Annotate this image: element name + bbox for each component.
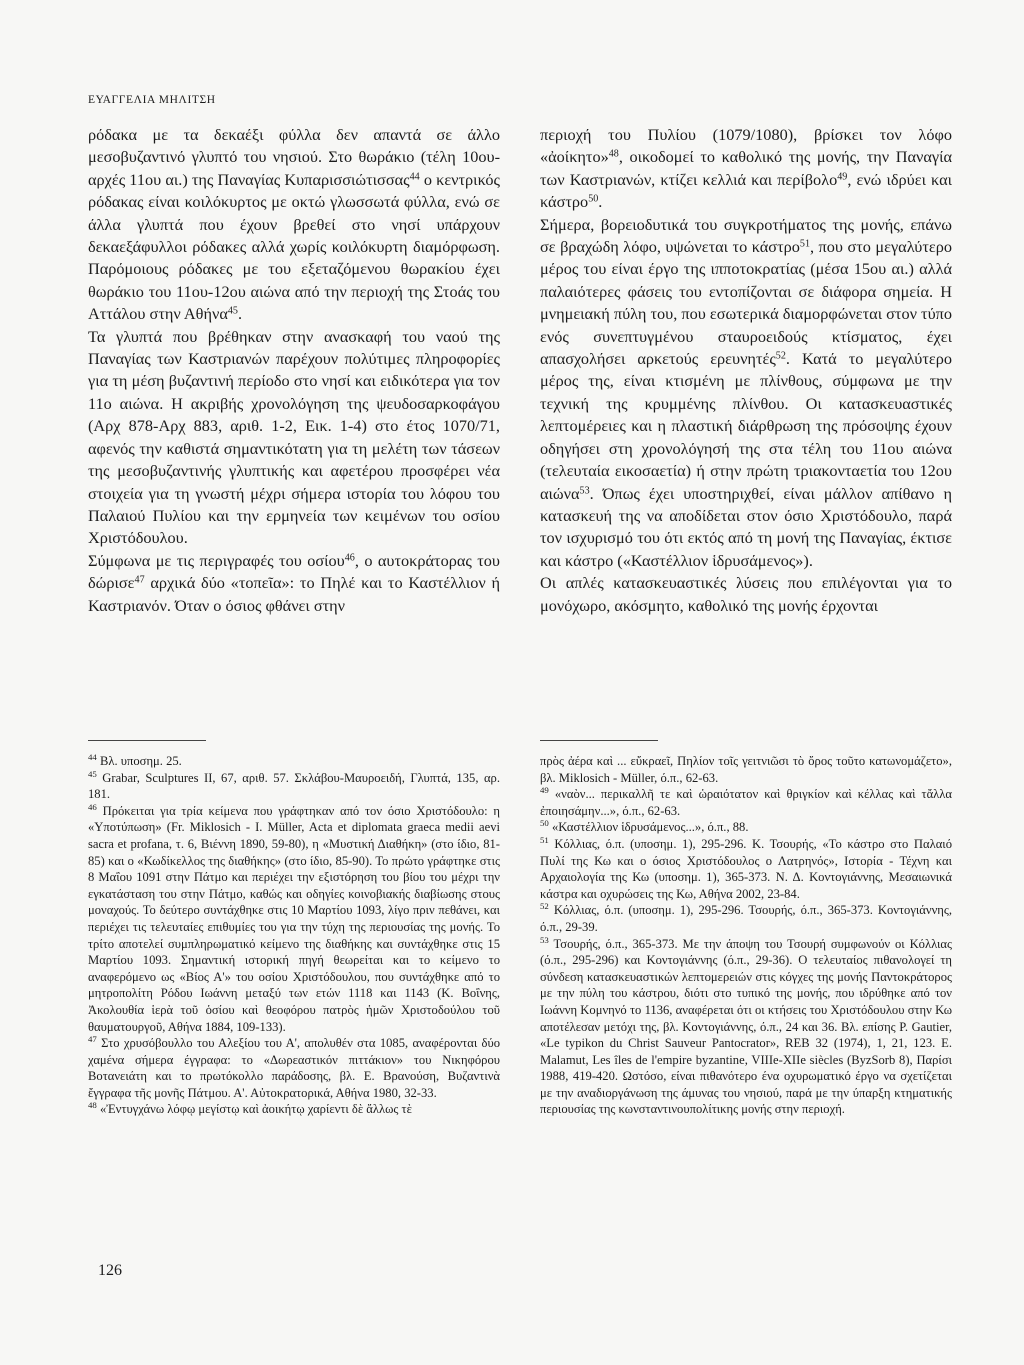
footnote-ref: 49 xyxy=(837,171,848,183)
paragraph: Σήμερα, βορειοδυτικά του συγκροτήματος της μονής, επάνω σε βραχώδη λόφο, υψώνεται το κάστρο$^{51}$, που στο μεγαλύτερο μέρος του είναι έργο της ιπποτοκρατίας (μέσα 15ου αι.) αλλά παλαιότερες φάσεις του εντοπίζονται σε διάφορα σημεία. Η μνημειακή πύλη του, που εσωτερικά διαμορφώνεται στον τύπο ενός συνεπτυγμένου σταυροειδούς κτίσματος, έχει απασχολήσει αρκετούς ερευνητές$^{52}$. Κατά το μεγαλύτερο μέρος της, είναι κτισμένη με πλίνθους, σύμφωνα με την τεχνική της κρυμμένης πλίνθου. Οι κατασκευαστικές λεπτομέρειες και η πλαστική διάρθρωση της πρόσοψης έχουν οδηγήσει στη χρονολόγησή της στα τέλη του 11ου αιώνα (τελευταία εικοσαετία) ή στην πρώτη τριακονταετία του 12ου αιώνα$^{53}$. Όπως έχει υποστηριχθεί, είναι μάλλον απίθανο η κατασκευή της να αποδίδεται στον όσιο Χριστόδουλο, παρά τον ισχυρισμό του ότι εκτός από τη μονή της Παναγίας, έκτισε και κάστρο («Καστέλλιον ἱδρυσάμενος»). xyxy=(540,214,953,570)
paragraph: Οι απλές κατασκευαστικές λύσεις που επιλέγονται για το μονόχωρο, ακόσμητο, καθολικό της μονής έρχονται xyxy=(540,573,952,615)
footnote-continuation: πρὸς ἀέρα καὶ ... εὔκραεῖ, Πηλίον τοῖς γειτνιῶσι τὸ ὄρος τοῦτο κατωνομάζετο», βλ. Miklosich - Müller, ό.π., 62-63. xyxy=(540,754,952,785)
footnote: $^{46}$ Πρόκειται για τρία κείμενα που γράφτηκαν από τον όσιο Χριστόδουλο: η «Υποτύπωση» (Fr. Miklosich - I. Müller, Acta et diplomata graeca medii aevi sacra et profana, τ. 6, Βιέννη 1890, 59-80), η «Μυστική Διαθήκη» (στο ίδιο, 81-85) και ο «Κωδίκελλος της διαθήκης» (στο ίδιο, 85-90). Το πρώτο γράφτηκε στις 8 Μαΐου 1091 στην Πάτμο και περιέχει την εξιστόρηση του βίου του μέχρι την εγκατάσταση του στην Πάτμο, καθώς και οδηγίες κοινοβιακής διαβίωσης στους μοναχούς. Το δεύτερο συντάχθηκε στις 10 Μαρτίου 1093, λίγο πριν πεθάνει, και περιέχει τις τελευταίες επιθυμίες του για την τύχη της περιουσίας της μονής. Το τρίτο αποτελεί συμπληρωματικό κείμενο της διαθήκης και συντάχθηκε στις 15 Μαρτίου 1093. Σημαντική ιστορική πηγή θεωρείται και το κείμενο το αναφερόμενο ως «Βίος Α'» του οσίου Χριστόδουλου, που συντάχθηκε από το μητροπολίτη Ρόδου Ιωάννη μεταξύ των ετών 1118 και 1143 (Κ. Βοΐνης, Ἀκολουθία ἱερὰ τοῦ ὁσίου καὶ θεοφόρου πατρὸς ἡμῶν Χριστοδούλου τοῦ θαυματουργοῦ, Αθήνα 1884, 109-133). xyxy=(88,801,500,1034)
running-head: ΕΥΑΓΓΕΛΙΑ ΜΗΛΙΤΣΗ xyxy=(88,94,216,106)
paragraph: Τα γλυπτά που βρέθηκαν στην ανασκαφή του ναού της Παναγίας των Καστριανών παρέχουν πολύτιμες πληροφορίες για τη μέση βυζαντινή περίοδο στο νησί και ειδικότερα για τον 11ο αιώνα. Η ακριβής χρονολόγηση της ψευδοσαρκοφάγου (Αρχ 878-Αρχ 883, αριθ. 1-2, Εικ. 1-4) στο έτος 1070/71, αφενός την καθιστά σημαντικότατη για τη μελέτη των τάσεων της μεσοβυζαντινής γλυπτικής και αφετέρου προσφέρει νέα στοιχεία για τη γνωστή μέχρι σήμερα ιστορία του λόφου του Παλαιού Πυλίου και την ερμηνεία των κειμένων του οσίου Χριστόδουλου. xyxy=(88,326,500,548)
footnote-ref: 48 xyxy=(608,148,619,160)
footnote: $^{51}$ Κόλλιας, ό.π. (υποσημ. 1), 295-296. Κ. Τσουρής, «Το κάστρο στο Παλαιό Πυλί της Κω και ο όσιος Χριστόδουλος ο Λατρηνός», Ιστορία - Τέχνη και Αρχαιολογία της Κω (υποσημ. 1), 365-373. Ν. Δ. Κοντογιάννης, Μεσαιωνικά κάστρα και οχυρώσεις της Κω, Αθήνα 2002, 23-84. xyxy=(540,835,952,901)
footnote-ref: 46 xyxy=(344,552,355,564)
body-column-right xyxy=(540,124,952,617)
footnote-ref: 52 xyxy=(775,350,786,362)
paragraph: Σύμφωνα με τις περιγραφές του οσίου$^{46}$, ο αυτοκράτορας του δώρισε$^{47}$ αρχικά δύο «τοπεῖα»: το Πηλέ και το Καστέλλιον ή Καστριανόν. Όταν ο όσιος φθάνει στην xyxy=(88,550,500,615)
footnotes-left xyxy=(88,753,500,1118)
footnote-ref: 50 xyxy=(588,193,599,205)
footnote: $^{44}$ Βλ. υποσημ. 25. xyxy=(88,752,182,768)
paragraph: ρόδακα με τα δεκαέξι φύλλα δεν απαντά σε άλλο μεσοβυζαντινό γλυπτό του νησιού. Στο θωράκιο (τέλη 10ου-αρχές 11ου αι.) της Παναγίας Κυπαρισσιώτισσας$^{44}$ ο κεντρικός ρόδακας είναι κοιλόκυρτος με οκτώ γλωσσωτά φύλλα, ενώ σε άλλα γλυπτά που έχουν βρεθεί στο νησί υπάρχουν δεκαεξάφυλλοι ρόδακες αλλά χωρίς κοιλόκυρτη διαμόρφωση. Παρόμοιους ρόδακες με του εξεταζόμενου θωρακίου έχει θωράκιο του 11ου-12ου αιώνα από την περιοχή της Στοάς του Αττάλου στην Αθήνα$^{45}$. xyxy=(88,125,501,324)
footnote-ref: 44 xyxy=(409,171,420,183)
footnote: $^{48}$ «Ἐντυγχάνω λόφῳ μεγίστῳ καὶ ἀοικήτῳ χαρίεντι δὲ ἄλλως τὲ xyxy=(88,1100,412,1117)
footnote-rule xyxy=(540,740,658,741)
paragraph: περιοχή του Πυλίου (1079/1080), βρίσκει τον λόφο «ἀοίκητο»$^{48}$, οικοδομεί το καθολικό της μονής, την Παναγία των Καστριανών, κτίζει κελλιά και περίβολο$^{49}$, ενώ ιδρύει και κάστρο$^{50}$. xyxy=(540,125,953,212)
footnote: $^{45}$ Grabar, Sculptures II, 67, αριθ. 57. Σκλάβου-Μαυροειδή, Γλυπτά, 135, αρ. 181. xyxy=(88,768,500,802)
footnote-ref: 47 xyxy=(134,574,145,586)
page-number: 126 xyxy=(98,1262,122,1279)
footnote: $^{52}$ Κόλλιας, ό.π. (υποσημ. 1), 295-296. Τσουρής, ό.π., 365-373. Κοντογιάννης, ό.π., 29-39. xyxy=(540,901,952,934)
footnote-ref: 45 xyxy=(227,305,238,317)
footnote: $^{47}$ Στο χρυσόβουλλο του Αλεξίου του Α', απολυθέν στα 1085, αναφέρονται δύο χαμένα σήμερα έγγραφα: το «Δωρεαστικόν πιττάκιον» του Νικηφόρου Βοτανειάτη και το πρωτόκολλο παράδοσης, βλ. Ε. Βρανούση, Βυζαντινὰ ἔγγραφα τῆς μονῆς Πάτμου. Α'. Αὐτοκρατορικά, Αθήνα 1980, 32-33. xyxy=(88,1034,500,1100)
footnote: $^{53}$ Τσουρής, ό.π., 365-373. Με την άποψη του Τσουρή συμφωνούν οι Κόλλιας (ό.π., 295-296) και Κοντογιάννης (ό.π., 29-36). Ο τελευταίος πιθανολογεί τη σύνδεση κατασκευαστικών λεπτομερειών στις κόγχες της μονής Παντοκράτορος με την πύλη του κάστρου, διότι στο τυπικό της μονής, που ιδρύθηκε από τον Ιωάννη Κομνηνό το 1136, αναφέρεται ότι οι κτήσεις του Χριστόδουλου στην Κω αποτέλεσαν μετόχι της, βλ. Κοντογιάννης, ό.π., 24 και 36. Βλ. επίσης P. Gautier, «Le typikon du Christ Sauveur Pantocrator», REB 32 (1974), 1, 21, 123. E. Malamut, Les îles de l'empire byzantine, VIIIe-XIIe siècles (ByzSorb 8), Παρίσι 1988, 419-420. Ωστόσο, είναι πιθανότερο ένα οχυρωματικό έργο να σχετίζεται με την αναδιοργάνωση της άμυνας του νησιού, παρά με την ύπαρξη κτηματικής περιουσίας της κωνσταντινουπολίτικης μονής στην περιοχή. xyxy=(540,934,952,1117)
footnote-ref: 53 xyxy=(579,484,590,496)
footnotes-right xyxy=(540,753,952,1118)
footnote: $^{50}$ «Καστέλλιον ἱδρυσάμενος...», ό.π., 88. xyxy=(540,818,749,835)
footnote-ref: 51 xyxy=(799,238,810,250)
footnote: $^{49}$ «ναὸν... περικαλλῆ τε καὶ ὡραιότατον καὶ θριγκίον καὶ κέλλας καὶ τἄλλα ἐποιησάμην...», ό.π., 62-63. xyxy=(540,785,952,818)
body-column-left xyxy=(88,124,500,617)
footnote-rule xyxy=(88,740,206,741)
